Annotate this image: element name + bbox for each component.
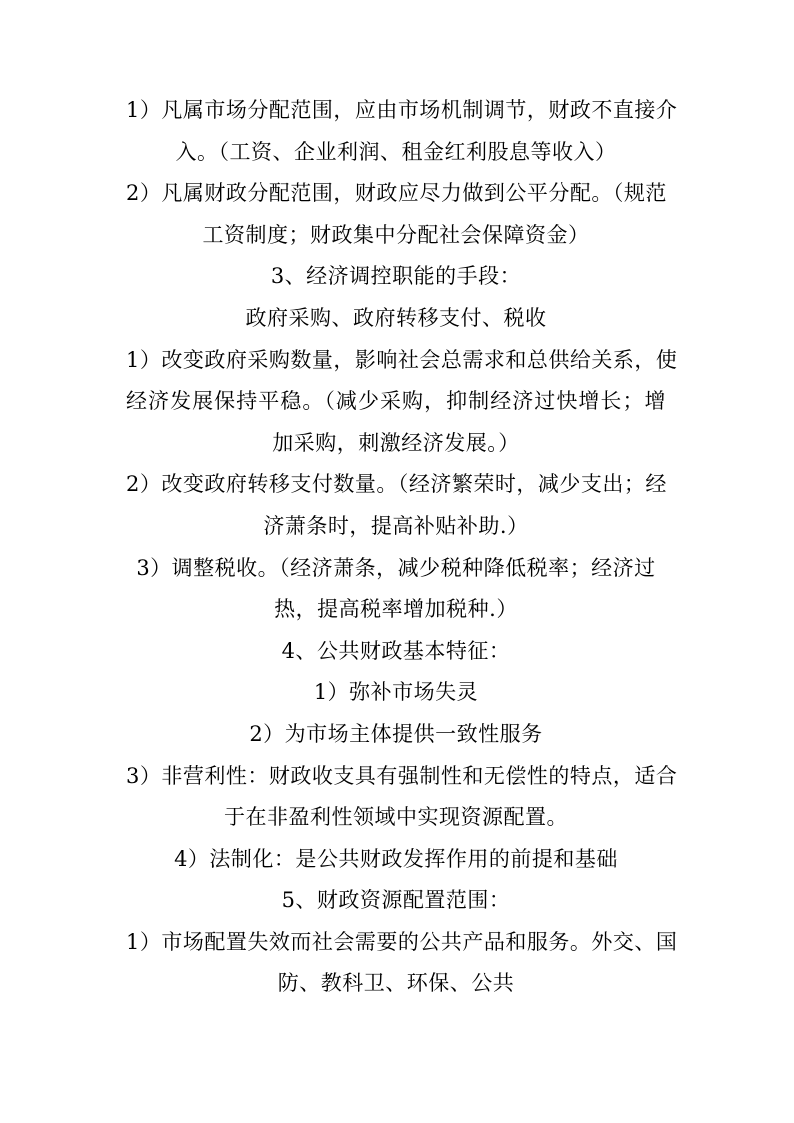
paragraph-transfer-payment <box>126 464 666 547</box>
paragraph-procurement <box>126 340 678 465</box>
paragraph-consistent-service <box>126 714 666 756</box>
text-line: 2）为市场主体提供一致性服务 <box>249 721 543 746</box>
text-line: 1）凡属市场分配范围，应由市场机制调节，财政不直接介 <box>126 98 678 122</box>
text-line: 济萧条时，提高补贴补助.） <box>263 513 529 538</box>
text-line: 1）弥补市场失灵 <box>313 680 479 705</box>
text-line: 4）法制化：是公共财政发挥作用的前提和基础 <box>174 846 618 871</box>
paragraph-public-goods <box>126 922 678 1005</box>
text-line: 经济发展保持平稳。（减少采购，抑制经济过快增长；增 <box>126 389 666 414</box>
paragraph-legalization <box>126 839 666 881</box>
text-line: 1）市场配置失效而社会需要的公共产品和服务。外交、国 <box>126 929 678 954</box>
heading-public-finance-features <box>126 631 666 673</box>
text-line: 于在非盈利性领域中实现资源配置。 <box>224 805 568 830</box>
paragraph-means-list <box>126 298 666 340</box>
text-line: 3）调整税收。（经济萧条，减少税种降低税率；经济过 <box>136 555 656 580</box>
text-line: 5、财政资源配置范围： <box>281 888 511 913</box>
heading-regulation-means <box>126 256 666 298</box>
text-line: 2）改变政府转移支付数量。（经济繁荣时，减少支出；经 <box>126 472 667 497</box>
text-line: 入。（工资、企业利润、租金红利股息等收入） <box>175 139 617 164</box>
text-line: 3、经济调控职能的手段： <box>270 264 522 289</box>
text-line: 防、教科卫、环保、公共 <box>277 971 515 996</box>
text-line: 4、公共财政基本特征： <box>281 638 511 663</box>
paragraph-market-failure <box>126 672 666 714</box>
text-line: 2）凡属财政分配范围，财政应尽力做到公平分配。（规范 <box>126 181 667 206</box>
paragraph-market-distribution <box>126 90 678 173</box>
text-line: 政府采购、政府转移支付、税收 <box>245 305 547 330</box>
document-page <box>126 90 678 1005</box>
text-line: 加采购，刺激经济发展。） <box>272 430 520 455</box>
text-line: 1）改变政府采购数量，影响社会总需求和总供给关系，使 <box>126 347 678 372</box>
paragraph-tax-adjustment <box>126 548 666 631</box>
paragraph-non-profit <box>126 756 678 839</box>
heading-resource-allocation-scope <box>126 880 666 922</box>
paragraph-fiscal-distribution <box>126 173 666 256</box>
text-line: 3）非营利性：财政收支具有强制性和无偿性的特点，适合 <box>126 763 678 788</box>
text-line: 热，提高税率增加税种.） <box>274 597 518 622</box>
text-line: 工资制度；财政集中分配社会保障资金） <box>202 222 590 247</box>
